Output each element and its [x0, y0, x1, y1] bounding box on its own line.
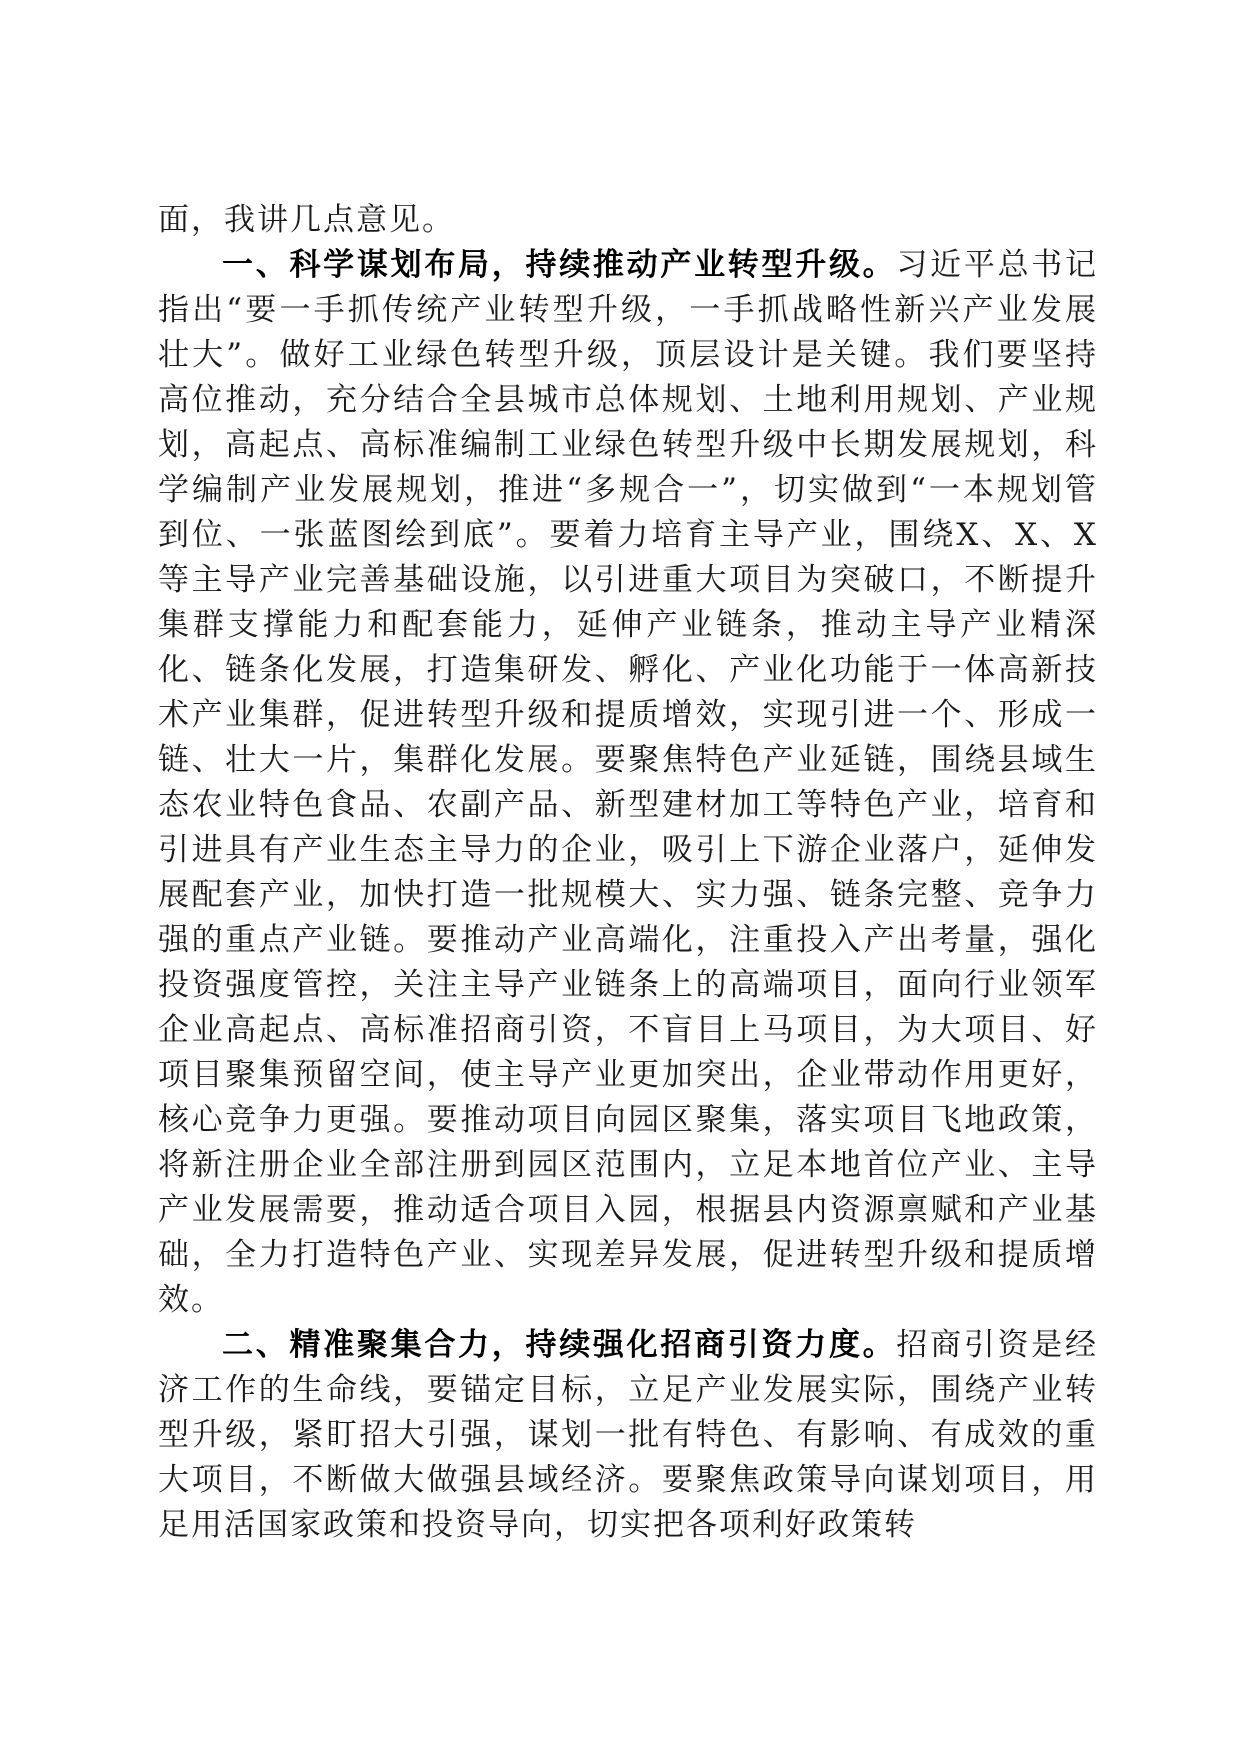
- section-2-paragraph: [158, 1323, 1098, 1548]
- continuation-text: 面，我讲几点意见。: [158, 202, 455, 238]
- document-body: [158, 198, 1098, 1548]
- section-1-paragraph: [158, 243, 1098, 1323]
- section-1-body: 习近平总书记指出“要一手抓传统产业转型升级，一手抓战略性新兴产业发展壮大”。做好工业绿色转型升级，顶层设计是关键。我们要坚持高位推动，充分结合全县城市总体规划、土地利用规划、产业规划，高起点、高标准编制工业绿色转型升级中长期发展规划，科学编制产业发展规划，推进“多规合一”，切实做到“一本规划管到位、一张蓝图绘到底”。要着力培育主导产业，围绕X、X、X等主导产业完善基础设施，以引进重大项目为突破口，不断提升集群支撑能力和配套能力，延伸产业链条，推动主导产业精深化、链条化发展，打造集研发、孵化、产业化功能于一体高新技术产业集群，促进转型升级和提质增效，实现引进一个、形成一链、壮大一片，集群化发展。要聚焦特色产业延链，围绕县域生态农业特色食品、农副产品、新型建材加工等特色产业，培育和引进具有产业生态主导力的企业，吸引上下游企业落户，延伸发展配套产业，加快打造一批规模大、实力强、链条完整、竞争力强的重点产业链。要推动产业高端化，注重投入产出考量，强化投资强度管控，关注主导产业链条上的高端项目，面向行业领军企业高起点、高标准招商引资，不盲目上马项目，为大项目、好项目聚集预留空间，使主导产业更加突出，企业带动作用更好，核心竞争力更强。要推动项目向园区聚集，落实项目飞地政策，将新注册企业全部注册到园区范围内，立足本地首位产业、主导产业发展需要，推动适合项目入园，根据县内资源禀赋和产业基础，全力打造特色产业、实现差异发展，促进转型升级和提质增效。: [158, 247, 1099, 1318]
- continuation-paragraph: [158, 198, 1098, 243]
- section-2-body: 招商引资是经济工作的生命线，要锚定目标，立足产业发展实际，围绕产业转型升级，紧盯招大引强，谋划一批有特色、有影响、有成效的重大项目，不断做大做强县域经济。要聚焦政策导向谋划项目，用足用活国家政策和投资导向，切实把各项利好政策转: [158, 1327, 1099, 1543]
- section-1-heading: 一、科学谋划布局，持续推动产业转型升级。: [222, 247, 897, 283]
- section-2-heading: 二、精准聚集合力，持续强化招商引资力度。: [222, 1327, 897, 1363]
